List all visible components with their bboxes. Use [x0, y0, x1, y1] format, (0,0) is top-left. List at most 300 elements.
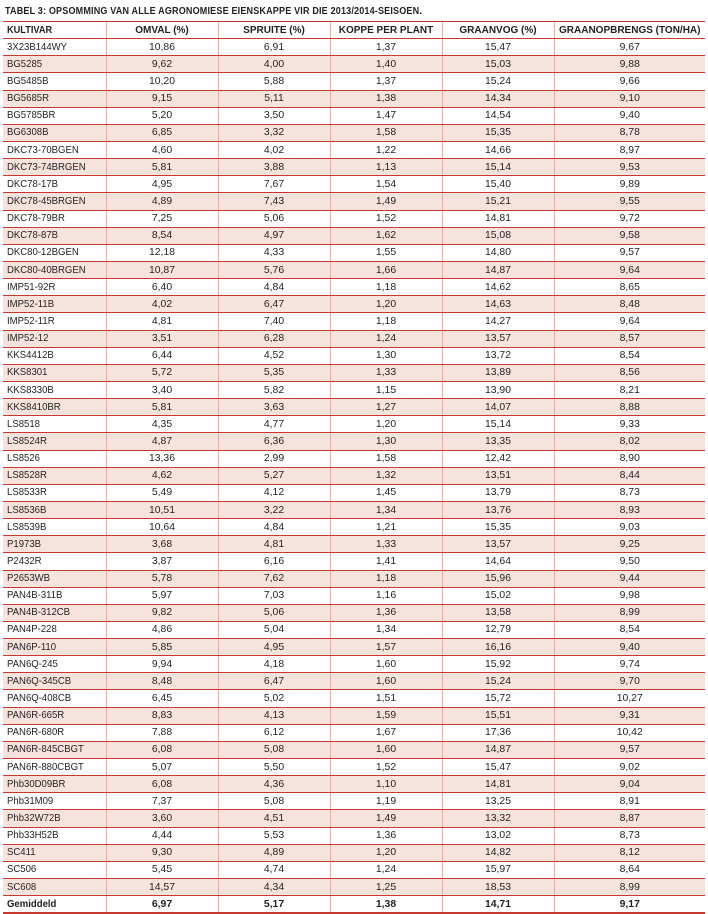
table-caption: TABEL 3: OPSOMMING VAN ALLE AGRONOMIESE EIENSKAPPE VIR DIE 2013/2014-SEISOEN. — [5, 5, 423, 17]
cell-kultivar: IMP52-11B — [3, 296, 106, 313]
cell-graanvog: 13,90 — [442, 381, 554, 398]
cell-koppe-per-plant: 1,25 — [330, 879, 442, 896]
cell-graanvog: 15,51 — [442, 707, 554, 724]
cell-omval: 5,97 — [106, 587, 218, 604]
cell-omval: 9,82 — [106, 604, 218, 621]
cell-kultivar: KKS8301 — [3, 364, 106, 381]
cell-omval: 5,72 — [106, 364, 218, 381]
cell-koppe-per-plant: 1,67 — [330, 724, 442, 741]
cell-omval: 5,20 — [106, 107, 218, 124]
cell-kultivar: PAN6Q-245 — [3, 656, 106, 673]
cell-koppe-per-plant: 1,13 — [330, 159, 442, 176]
cell-omval: 3,40 — [106, 381, 218, 398]
cell-spruite: 4,77 — [218, 416, 330, 433]
cell-omval: 6,08 — [106, 776, 218, 793]
table-row — [3, 381, 705, 398]
cell-koppe-per-plant: 1,19 — [330, 793, 442, 810]
cell-kultivar: PAN6Q-408CB — [3, 690, 106, 707]
cell-spruite: 6,12 — [218, 724, 330, 741]
cell-omval: 3,60 — [106, 810, 218, 827]
cell-omval: 4,35 — [106, 416, 218, 433]
table-row — [3, 56, 705, 73]
cell-graanopbrengs: 8,65 — [554, 279, 705, 296]
cell-graanvog: 14,87 — [442, 741, 554, 758]
cell-graanopbrengs: 8,44 — [554, 467, 705, 484]
cell-omval: 6,45 — [106, 690, 218, 707]
cell-spruite: 4,51 — [218, 810, 330, 827]
table-row — [3, 501, 705, 518]
cell-kultivar: Gemiddeld — [3, 896, 106, 914]
cell-koppe-per-plant: 1,10 — [330, 776, 442, 793]
cell-koppe-per-plant: 1,30 — [330, 347, 442, 364]
cell-kultivar: LS8536B — [3, 501, 106, 518]
table-row — [3, 879, 705, 896]
cell-koppe-per-plant: 1,16 — [330, 587, 442, 604]
cell-koppe-per-plant: 1,36 — [330, 827, 442, 844]
cell-kultivar: DKC80-40BRGEN — [3, 261, 106, 278]
cell-spruite: 5,11 — [218, 90, 330, 107]
table-row — [3, 210, 705, 227]
cell-kultivar: Phb32W72B — [3, 810, 106, 827]
cell-kultivar: P1973B — [3, 536, 106, 553]
cell-graanvog: 18,53 — [442, 879, 554, 896]
cell-omval: 4,02 — [106, 296, 218, 313]
average-row — [3, 896, 705, 914]
cell-omval: 4,44 — [106, 827, 218, 844]
cell-spruite: 4,13 — [218, 707, 330, 724]
cell-kultivar: PAN4B-311B — [3, 587, 106, 604]
cell-spruite: 4,36 — [218, 776, 330, 793]
cell-kultivar: Phb33H52B — [3, 827, 106, 844]
cell-omval: 7,88 — [106, 724, 218, 741]
cell-kultivar: BG5685R — [3, 90, 106, 107]
cell-omval: 5,78 — [106, 570, 218, 587]
header-graanvog: GRAANVOG (%) — [442, 22, 554, 39]
cell-koppe-per-plant: 1,18 — [330, 313, 442, 330]
cell-graanopbrengs: 8,64 — [554, 861, 705, 878]
cell-graanvog: 15,24 — [442, 73, 554, 90]
cell-kultivar: DKC73-74BRGEN — [3, 159, 106, 176]
cell-graanopbrengs: 9,64 — [554, 313, 705, 330]
cell-graanopbrengs: 9,53 — [554, 159, 705, 176]
cell-kultivar: PAN4P-228 — [3, 621, 106, 638]
cell-omval: 7,25 — [106, 210, 218, 227]
cell-graanopbrengs: 9,10 — [554, 90, 705, 107]
cell-koppe-per-plant: 1,54 — [330, 176, 442, 193]
cell-koppe-per-plant: 1,18 — [330, 279, 442, 296]
cell-graanopbrengs: 9,44 — [554, 570, 705, 587]
cell-omval: 5,07 — [106, 759, 218, 776]
table-row — [3, 861, 705, 878]
cell-graanvog: 12,42 — [442, 450, 554, 467]
cell-graanopbrengs: 9,04 — [554, 776, 705, 793]
cell-graanopbrengs: 9,89 — [554, 176, 705, 193]
cell-omval: 4,62 — [106, 467, 218, 484]
cell-graanopbrengs: 9,17 — [554, 896, 705, 914]
table-row — [3, 39, 705, 56]
cell-spruite: 5,08 — [218, 741, 330, 758]
cell-kultivar: Phb30D09BR — [3, 776, 106, 793]
cell-spruite: 6,47 — [218, 673, 330, 690]
table-row — [3, 416, 705, 433]
table-row — [3, 364, 705, 381]
cell-kultivar: LS8518 — [3, 416, 106, 433]
cell-kultivar: LS8528R — [3, 467, 106, 484]
cell-spruite: 4,81 — [218, 536, 330, 553]
cell-graanopbrengs: 9,31 — [554, 707, 705, 724]
cell-graanopbrengs: 9,40 — [554, 639, 705, 656]
cell-omval: 8,48 — [106, 673, 218, 690]
cell-graanopbrengs: 9,55 — [554, 193, 705, 210]
cell-graanvog: 15,24 — [442, 673, 554, 690]
cell-graanvog: 14,66 — [442, 141, 554, 158]
cell-omval: 4,81 — [106, 313, 218, 330]
cell-kultivar: IMP51-92R — [3, 279, 106, 296]
cell-spruite: 5,04 — [218, 621, 330, 638]
cell-graanopbrengs: 8,87 — [554, 810, 705, 827]
cell-graanopbrengs: 8,73 — [554, 827, 705, 844]
cell-koppe-per-plant: 1,49 — [330, 193, 442, 210]
cell-graanvog: 13,89 — [442, 364, 554, 381]
cell-graanvog: 15,47 — [442, 759, 554, 776]
cell-spruite: 3,32 — [218, 124, 330, 141]
table-row — [3, 570, 705, 587]
cell-kultivar: BG6308B — [3, 124, 106, 141]
cell-omval: 7,37 — [106, 793, 218, 810]
cell-graanvog: 15,21 — [442, 193, 554, 210]
cell-koppe-per-plant: 1,66 — [330, 261, 442, 278]
table-row — [3, 141, 705, 158]
table-row — [3, 741, 705, 758]
cell-omval: 3,68 — [106, 536, 218, 553]
cell-graanopbrengs: 8,90 — [554, 450, 705, 467]
cell-graanvog: 15,97 — [442, 861, 554, 878]
cell-graanvog: 13,76 — [442, 501, 554, 518]
cell-kultivar: DKC78-45BRGEN — [3, 193, 106, 210]
table-row — [3, 261, 705, 278]
cell-graanopbrengs: 9,50 — [554, 553, 705, 570]
cell-graanvog: 14,63 — [442, 296, 554, 313]
cell-kultivar: P2432R — [3, 553, 106, 570]
cell-graanopbrengs: 8,91 — [554, 793, 705, 810]
cell-kultivar: Phb31M09 — [3, 793, 106, 810]
cell-graanvog: 15,35 — [442, 124, 554, 141]
table-row — [3, 621, 705, 638]
table-row — [3, 296, 705, 313]
cell-spruite: 5,27 — [218, 467, 330, 484]
cell-graanopbrengs: 8,78 — [554, 124, 705, 141]
cell-spruite: 7,62 — [218, 570, 330, 587]
cell-graanopbrengs: 8,73 — [554, 484, 705, 501]
cell-graanvog: 15,47 — [442, 39, 554, 56]
cell-koppe-per-plant: 1,24 — [330, 330, 442, 347]
cell-graanopbrengs: 9,02 — [554, 759, 705, 776]
cell-graanvog: 13,51 — [442, 467, 554, 484]
cell-koppe-per-plant: 1,27 — [330, 399, 442, 416]
cell-kultivar: PAN6P-110 — [3, 639, 106, 656]
cell-spruite: 7,40 — [218, 313, 330, 330]
table-row — [3, 330, 705, 347]
cell-graanopbrengs: 8,54 — [554, 347, 705, 364]
cell-graanopbrengs: 9,03 — [554, 519, 705, 536]
cell-omval: 9,62 — [106, 56, 218, 73]
cell-spruite: 4,84 — [218, 279, 330, 296]
cell-graanopbrengs: 8,99 — [554, 604, 705, 621]
cell-omval: 13,36 — [106, 450, 218, 467]
cell-spruite: 4,34 — [218, 879, 330, 896]
cell-koppe-per-plant: 1,62 — [330, 227, 442, 244]
cell-graanvog: 13,25 — [442, 793, 554, 810]
cell-graanopbrengs: 9,74 — [554, 656, 705, 673]
cell-graanvog: 15,35 — [442, 519, 554, 536]
cell-graanvog: 15,96 — [442, 570, 554, 587]
cell-graanvog: 12,79 — [442, 621, 554, 638]
cell-graanvog: 15,40 — [442, 176, 554, 193]
cell-omval: 6,40 — [106, 279, 218, 296]
cell-spruite: 7,43 — [218, 193, 330, 210]
cell-graanvog: 14,80 — [442, 244, 554, 261]
cell-koppe-per-plant: 1,18 — [330, 570, 442, 587]
cell-graanvog: 15,08 — [442, 227, 554, 244]
cell-omval: 6,85 — [106, 124, 218, 141]
table-row — [3, 227, 705, 244]
cell-graanopbrengs: 8,54 — [554, 621, 705, 638]
cell-graanvog: 17,36 — [442, 724, 554, 741]
cell-graanopbrengs: 9,88 — [554, 56, 705, 73]
cell-koppe-per-plant: 1,37 — [330, 39, 442, 56]
cell-kultivar: LS8524R — [3, 433, 106, 450]
table-row — [3, 467, 705, 484]
cell-spruite: 5,76 — [218, 261, 330, 278]
cell-kultivar: PAN6R-680R — [3, 724, 106, 741]
cell-kultivar: BG5485B — [3, 73, 106, 90]
cell-kultivar: 3X23B144WY — [3, 39, 106, 56]
cell-spruite: 3,50 — [218, 107, 330, 124]
table-header-row — [3, 22, 705, 39]
cell-graanvog: 14,82 — [442, 844, 554, 861]
cell-koppe-per-plant: 1,15 — [330, 381, 442, 398]
table-row — [3, 124, 705, 141]
table-row — [3, 827, 705, 844]
cell-omval: 6,44 — [106, 347, 218, 364]
cell-spruite: 4,12 — [218, 484, 330, 501]
cell-spruite: 4,74 — [218, 861, 330, 878]
cell-graanvog: 14,87 — [442, 261, 554, 278]
cell-graanvog: 15,14 — [442, 159, 554, 176]
cell-koppe-per-plant: 1,38 — [330, 90, 442, 107]
cell-graanopbrengs: 9,67 — [554, 39, 705, 56]
table-row — [3, 176, 705, 193]
cell-graanvog: 14,71 — [442, 896, 554, 914]
cell-omval: 3,87 — [106, 553, 218, 570]
cell-spruite: 6,91 — [218, 39, 330, 56]
table-row — [3, 536, 705, 553]
header-graanopbrengs: GRAANOPBRENGS (TON/HA) — [554, 22, 705, 39]
cell-graanopbrengs: 8,12 — [554, 844, 705, 861]
cell-omval: 9,15 — [106, 90, 218, 107]
cell-graanopbrengs: 8,97 — [554, 141, 705, 158]
table-row — [3, 707, 705, 724]
cell-koppe-per-plant: 1,37 — [330, 73, 442, 90]
cell-koppe-per-plant: 1,57 — [330, 639, 442, 656]
cell-graanvog: 13,58 — [442, 604, 554, 621]
table-row — [3, 553, 705, 570]
cell-graanopbrengs: 10,27 — [554, 690, 705, 707]
cell-graanvog: 13,32 — [442, 810, 554, 827]
table-row — [3, 244, 705, 261]
cell-koppe-per-plant: 1,22 — [330, 141, 442, 158]
cell-graanvog: 14,81 — [442, 210, 554, 227]
cell-graanvog: 14,27 — [442, 313, 554, 330]
cell-graanopbrengs: 8,48 — [554, 296, 705, 313]
cell-koppe-per-plant: 1,24 — [330, 861, 442, 878]
cell-kultivar: PAN4B-312CB — [3, 604, 106, 621]
cell-omval: 10,20 — [106, 73, 218, 90]
cell-kultivar: PAN6R-665R — [3, 707, 106, 724]
cell-graanvog: 14,64 — [442, 553, 554, 570]
cell-omval: 8,54 — [106, 227, 218, 244]
cell-kultivar: KKS4412B — [3, 347, 106, 364]
table-row — [3, 450, 705, 467]
table-row — [3, 793, 705, 810]
table-row — [3, 604, 705, 621]
cell-kultivar: DKC73-70BGEN — [3, 141, 106, 158]
cell-graanvog: 15,14 — [442, 416, 554, 433]
cell-koppe-per-plant: 1,33 — [330, 364, 442, 381]
cell-kultivar: BG5785BR — [3, 107, 106, 124]
cell-graanvog: 13,72 — [442, 347, 554, 364]
cell-spruite: 5,17 — [218, 896, 330, 914]
cell-graanvog: 13,57 — [442, 536, 554, 553]
cell-graanvog: 15,92 — [442, 656, 554, 673]
cell-kultivar: LS8533R — [3, 484, 106, 501]
cell-spruite: 4,52 — [218, 347, 330, 364]
table-row — [3, 810, 705, 827]
cell-spruite: 4,89 — [218, 844, 330, 861]
cell-graanvog: 16,16 — [442, 639, 554, 656]
cell-koppe-per-plant: 1,45 — [330, 484, 442, 501]
cell-kultivar: PAN6Q-345CB — [3, 673, 106, 690]
cell-kultivar: DKC78-87B — [3, 227, 106, 244]
cell-graanvog: 13,02 — [442, 827, 554, 844]
cell-koppe-per-plant: 1,60 — [330, 656, 442, 673]
cell-spruite: 7,67 — [218, 176, 330, 193]
cell-graanopbrengs: 9,70 — [554, 673, 705, 690]
cell-koppe-per-plant: 1,58 — [330, 450, 442, 467]
cell-omval: 5,85 — [106, 639, 218, 656]
header-spruite: SPRUITE (%) — [218, 22, 330, 39]
cell-graanopbrengs: 9,33 — [554, 416, 705, 433]
cell-omval: 14,57 — [106, 879, 218, 896]
cell-graanvog: 15,02 — [442, 587, 554, 604]
table-row — [3, 724, 705, 741]
cell-koppe-per-plant: 1,49 — [330, 810, 442, 827]
cell-omval: 8,83 — [106, 707, 218, 724]
cell-spruite: 5,82 — [218, 381, 330, 398]
cell-koppe-per-plant: 1,36 — [330, 604, 442, 621]
table-row — [3, 759, 705, 776]
table-row — [3, 844, 705, 861]
cell-omval: 9,94 — [106, 656, 218, 673]
cell-koppe-per-plant: 1,59 — [330, 707, 442, 724]
cell-omval: 9,30 — [106, 844, 218, 861]
cell-graanopbrengs: 10,42 — [554, 724, 705, 741]
cell-graanopbrengs: 9,58 — [554, 227, 705, 244]
cell-koppe-per-plant: 1,33 — [330, 536, 442, 553]
cell-graanopbrengs: 9,57 — [554, 741, 705, 758]
cell-kultivar: P2653WB — [3, 570, 106, 587]
cell-omval: 6,08 — [106, 741, 218, 758]
cell-omval: 4,60 — [106, 141, 218, 158]
cell-graanopbrengs: 9,64 — [554, 261, 705, 278]
table-row — [3, 639, 705, 656]
table-row — [3, 107, 705, 124]
cell-kultivar: DKC78-17B — [3, 176, 106, 193]
cell-omval: 3,51 — [106, 330, 218, 347]
cell-koppe-per-plant: 1,52 — [330, 759, 442, 776]
cell-spruite: 4,95 — [218, 639, 330, 656]
cell-spruite: 5,35 — [218, 364, 330, 381]
cell-graanvog: 13,79 — [442, 484, 554, 501]
cell-spruite: 4,33 — [218, 244, 330, 261]
cell-graanvog: 15,72 — [442, 690, 554, 707]
cell-omval: 5,81 — [106, 399, 218, 416]
cell-spruite: 5,08 — [218, 793, 330, 810]
cell-koppe-per-plant: 1,20 — [330, 844, 442, 861]
cell-graanopbrengs: 8,02 — [554, 433, 705, 450]
agronomic-traits-table — [3, 21, 705, 914]
cell-kultivar: KKS8330B — [3, 381, 106, 398]
cell-spruite: 5,02 — [218, 690, 330, 707]
cell-kultivar: LS8526 — [3, 450, 106, 467]
cell-spruite: 7,03 — [218, 587, 330, 604]
cell-spruite: 3,63 — [218, 399, 330, 416]
cell-graanopbrengs: 8,21 — [554, 381, 705, 398]
cell-omval: 5,49 — [106, 484, 218, 501]
cell-koppe-per-plant: 1,51 — [330, 690, 442, 707]
cell-koppe-per-plant: 1,34 — [330, 621, 442, 638]
cell-spruite: 5,06 — [218, 210, 330, 227]
table-row — [3, 433, 705, 450]
cell-spruite: 5,06 — [218, 604, 330, 621]
cell-graanopbrengs: 9,57 — [554, 244, 705, 261]
cell-graanopbrengs: 8,56 — [554, 364, 705, 381]
cell-spruite: 3,88 — [218, 159, 330, 176]
cell-kultivar: SC411 — [3, 844, 106, 861]
cell-koppe-per-plant: 1,20 — [330, 416, 442, 433]
cell-spruite: 3,22 — [218, 501, 330, 518]
cell-graanvog: 14,54 — [442, 107, 554, 124]
cell-spruite: 5,88 — [218, 73, 330, 90]
cell-koppe-per-plant: 1,30 — [330, 433, 442, 450]
cell-graanopbrengs: 9,72 — [554, 210, 705, 227]
cell-kultivar: PAN6R-845CBGT — [3, 741, 106, 758]
cell-kultivar: DKC78-79BR — [3, 210, 106, 227]
cell-kultivar: SC608 — [3, 879, 106, 896]
cell-omval: 12,18 — [106, 244, 218, 261]
table-row — [3, 313, 705, 330]
cell-spruite: 4,84 — [218, 519, 330, 536]
cell-omval: 5,45 — [106, 861, 218, 878]
cell-spruite: 4,18 — [218, 656, 330, 673]
table-row — [3, 90, 705, 107]
cell-graanopbrengs: 9,40 — [554, 107, 705, 124]
cell-omval: 5,81 — [106, 159, 218, 176]
table-row — [3, 587, 705, 604]
cell-graanvog: 14,81 — [442, 776, 554, 793]
table-row — [3, 776, 705, 793]
table-row — [3, 656, 705, 673]
